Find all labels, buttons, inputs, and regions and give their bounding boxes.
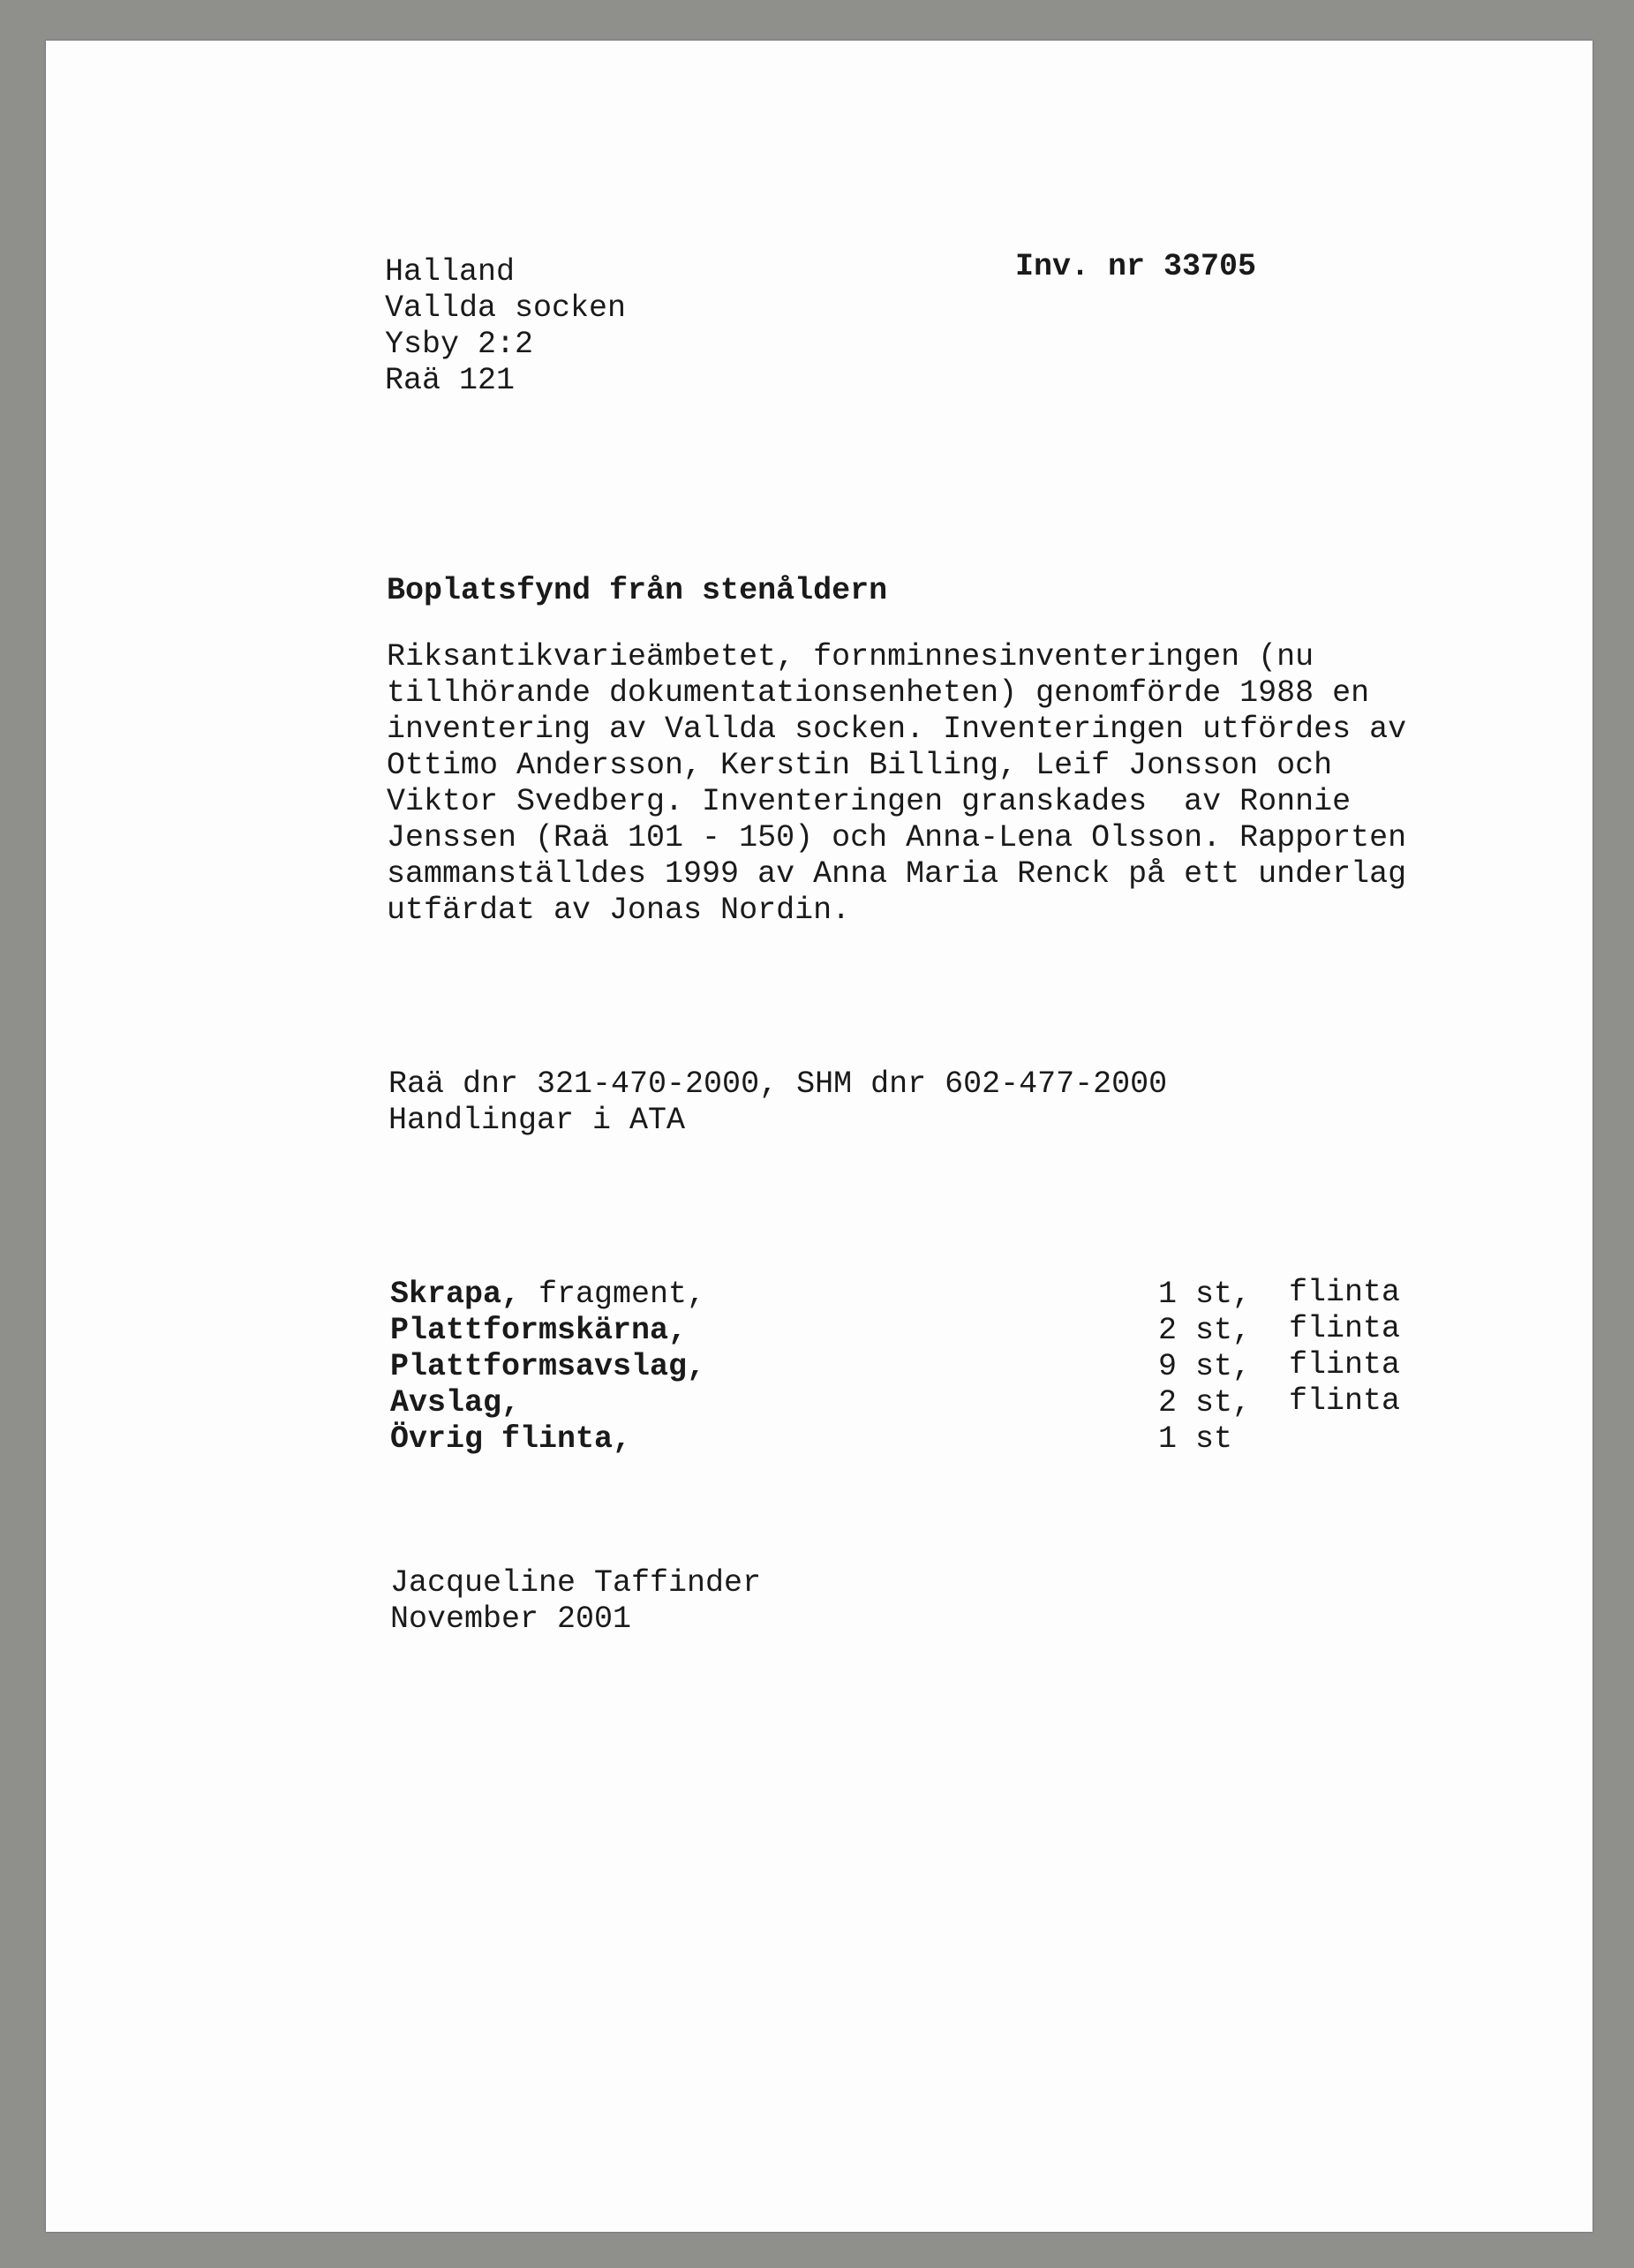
find-type: Övrig flinta, — [390, 1421, 632, 1457]
find-count: 2 st, — [1158, 1313, 1252, 1348]
list-item — [390, 1349, 705, 1385]
inventory-number: Inv. nr 33705 — [1015, 249, 1257, 284]
find-material: flinta — [1289, 1275, 1401, 1310]
paragraph-line: Riksantikvarieämbetet, fornminnesinventeringen (nu — [387, 639, 1314, 674]
find-material: flinta — [1289, 1383, 1401, 1419]
paragraph-line: Ottimo Andersson, Kerstin Billing, Leif Jonsson och — [387, 748, 1333, 783]
finds-material-column — [1289, 1275, 1400, 1456]
description-paragraph — [387, 639, 1406, 929]
find-type: Plattformsavslag, — [390, 1349, 706, 1384]
paragraph-line: Jenssen (Raä 101 - 150) och Anna-Lena Olsson. Rapporten — [387, 820, 1407, 855]
finds-type-column — [390, 1277, 705, 1458]
reference-archive: Handlingar i ATA — [388, 1103, 686, 1138]
paragraph-line: inventering av Vallda socken. Inventeringen utfördes av — [387, 712, 1407, 747]
paragraph-line: Viktor Svedberg. Inventeringen granskades av Ronnie — [387, 784, 1352, 819]
paragraph-line: utfärdat av Jonas Nordin. — [387, 893, 851, 928]
find-count: 1 st, — [1158, 1277, 1252, 1312]
document-title: Boplatsfynd från stenåldern — [387, 573, 888, 608]
find-count: 1 st — [1158, 1421, 1233, 1457]
find-type: Plattformskärna, — [390, 1313, 688, 1348]
find-count: 2 st, — [1158, 1385, 1252, 1420]
list-item — [390, 1313, 705, 1349]
find-type: Skrapa, — [390, 1277, 521, 1312]
paragraph-line: tillhörande dokumentationsenheten) genomförde 1988 en — [387, 675, 1370, 711]
reference-dnr: Raä dnr 321-470-2000, SHM dnr 602-477-2000 — [388, 1066, 1168, 1102]
list-item — [390, 1385, 705, 1421]
document-date: November 2001 — [390, 1601, 632, 1637]
location-raa-number: Raä 121 — [385, 363, 516, 398]
find-material — [1289, 1420, 1400, 1456]
find-note: fragment, — [520, 1277, 706, 1312]
find-type: Avslag, — [390, 1385, 521, 1420]
list-item — [390, 1277, 705, 1313]
location-property: Ysby 2:2 — [385, 327, 534, 362]
finds-count-column — [1158, 1277, 1251, 1458]
list-item — [390, 1421, 705, 1458]
location-parish: Vallda socken — [385, 290, 627, 326]
location-province: Halland — [385, 254, 516, 290]
find-material: flinta — [1289, 1347, 1401, 1383]
document-page — [46, 41, 1593, 2232]
find-count: 9 st, — [1158, 1349, 1252, 1384]
paragraph-line: sammanställdes 1999 av Anna Maria Renck på ett underlag — [387, 856, 1407, 892]
find-material: flinta — [1289, 1311, 1401, 1346]
author-name: Jacqueline Taffinder — [390, 1565, 762, 1601]
